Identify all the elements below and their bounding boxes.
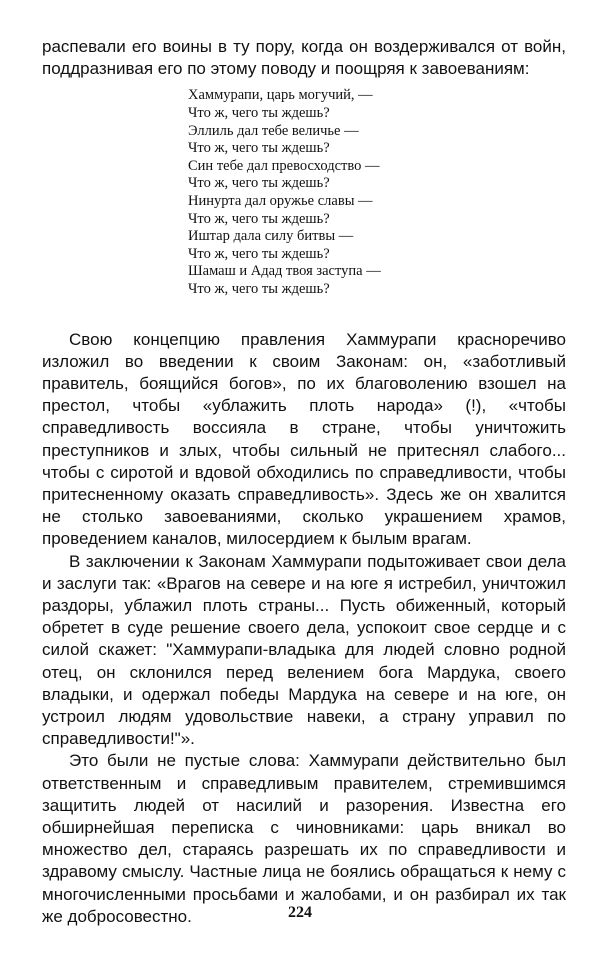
- poem: [188, 87, 566, 298]
- poem-line: Что ж, чего ты ждешь?: [188, 175, 330, 192]
- paragraph-conclusion: В заключении к Законам Хаммурапи подытоживает свои дела и заслуги так: «Врагов на севере и на юге я истребил, уничтожил раздоры, ублажил плоть страны... Пусть обиженный, который обретет в суде решение своего дела, успокоит свое сердце и с силой скажет: "Хаммурапи-владыка для людей словно родной отец, он склонился перед велением бога Мардука, своего владыки, и одержал победы Мардука на севере и на юге, он устроил людям удовольствие навеки, а страну управил по справедливости!"».: [42, 551, 566, 749]
- page-number: 224: [288, 904, 312, 921]
- intro-paragraph: распевали его воины в ту пору, когда он воздерживался от войн, поддразнивая его по этому поводу и поощряя к завоеваниям:: [42, 37, 566, 79]
- poem-line: Хаммурапи, царь могучий, —: [188, 87, 373, 104]
- paragraph-correspondence: Это были не пустые слова: Хаммурапи действительно был ответственным и справедливым правителем, стремившимся защитить людей от насилий и разорения. Известна его обширнейшая переписка с чиновниками: царь вникал во множество дел, стараясь разрешать их по справедливости и здравому смыслу. Частные лица не боялись обращаться к нему с многочисленными просьбами и жалобами, и он разбирал их так же добросовестно.: [42, 751, 566, 926]
- poem-line: Эллиль дал тебе величье —: [188, 122, 359, 139]
- poem-line: Иштар дала силу битвы —: [188, 228, 354, 245]
- poem-line: Син тебе дал превосходство —: [188, 157, 380, 174]
- page-body: [42, 36, 566, 928]
- poem-line: Что ж, чего ты ждешь?: [188, 245, 330, 262]
- poem-line: Шамаш и Адад твоя заступа —: [188, 263, 381, 280]
- paragraph-concept: Свою концепцию правления Хаммурапи красноречиво изложил во введении к своим Законам: он, «заботливый правитель, боящийся богов», по их благоволению взошел на престол, чтобы «ублажить плоть народа» (!), «чтобы справедливость воссияла в стране, чтобы уничтожить преступников и злых, чтобы сильный не притеснял слабого... чтобы с сиротой и вдовой обходились по справедливости, чтобы притесненному оказать справедливость». Здесь же он хвалится не столько завоеваниями, сколько украшением храмов, проведением каналов, милосердием к былым врагам.: [42, 329, 566, 549]
- poem-line: Что ж, чего ты ждешь?: [188, 210, 330, 227]
- poem-line: Что ж, чего ты ждешь?: [188, 280, 330, 297]
- poem-line: Что ж, чего ты ждешь?: [188, 105, 330, 121]
- poem-line: Что ж, чего ты ждешь?: [188, 140, 330, 157]
- poem-line: Нинурта дал оружье славы —: [188, 192, 373, 209]
- section-gap: [42, 299, 566, 329]
